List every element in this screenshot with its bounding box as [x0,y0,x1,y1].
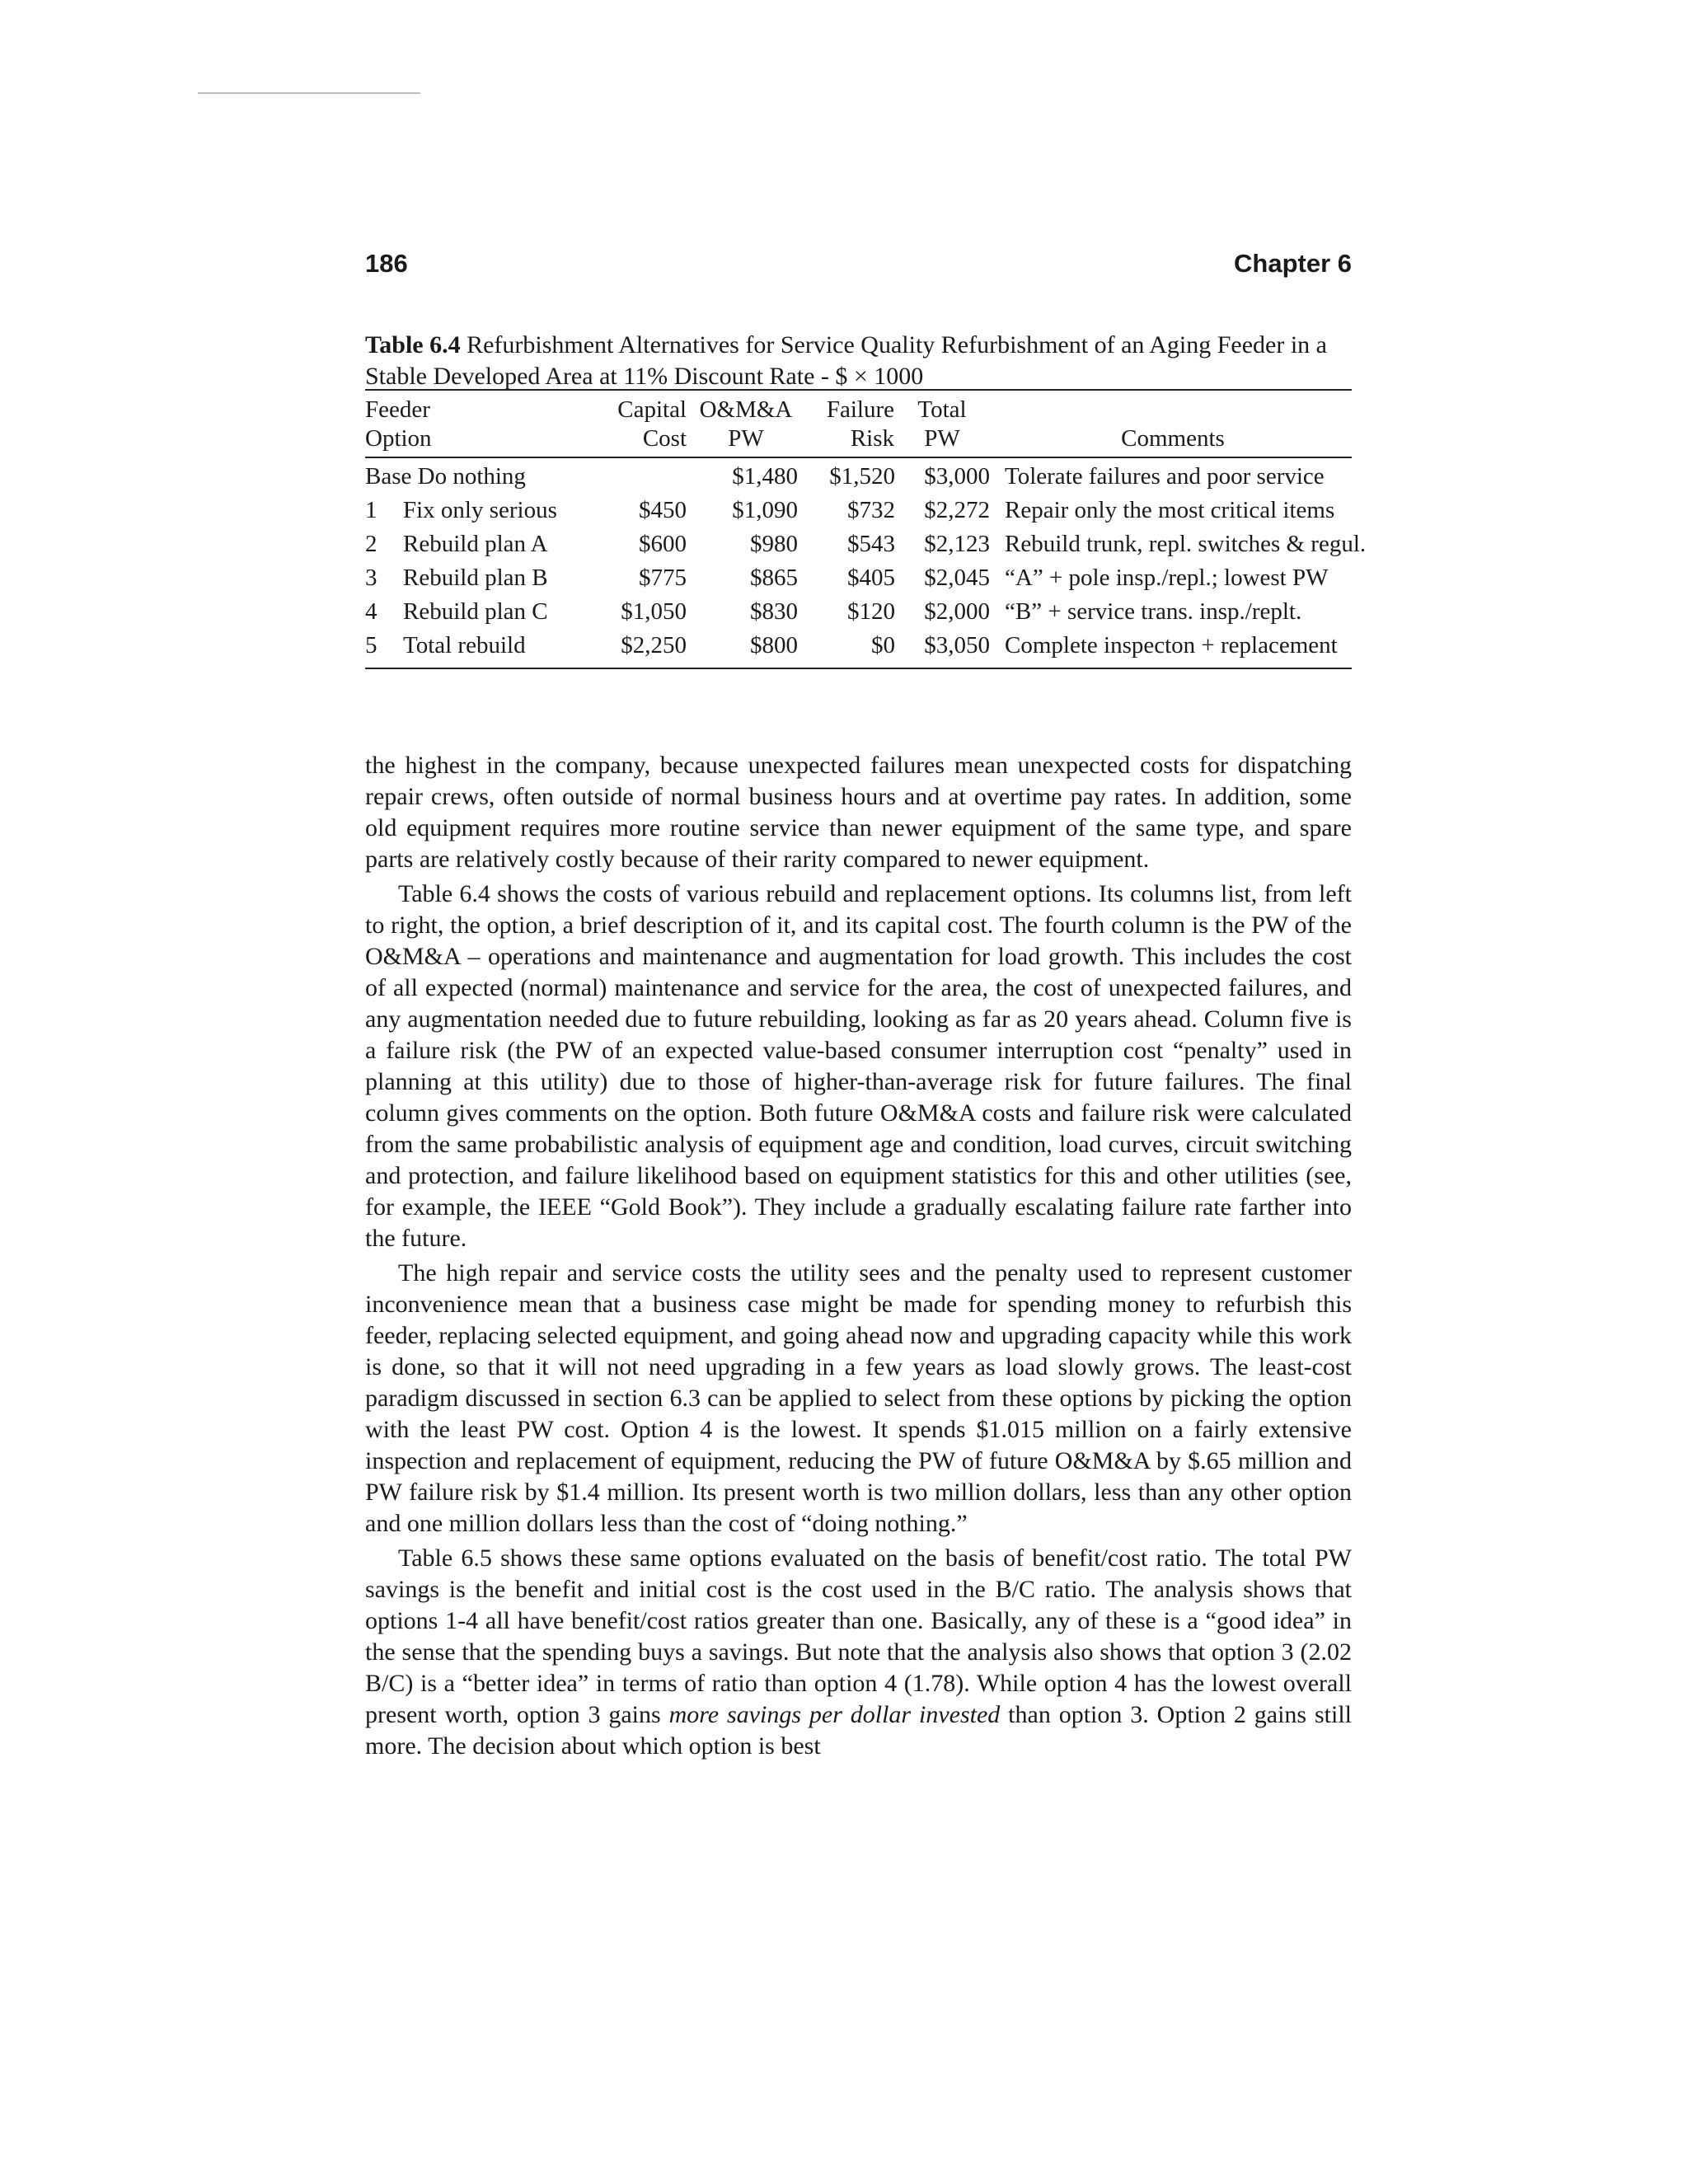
row-om: $800 [750,632,798,658]
paragraph-4-emphasis: more savings per dollar invested [668,1701,1001,1728]
row-comment: Complete inspecton + replacement [1005,632,1338,658]
row-comment: Tolerate failures and poor service [1005,463,1325,490]
header-feeder: Feeder [365,396,430,423]
row-capital: $600 [639,531,687,557]
row-number: 2 [365,531,377,557]
running-head [365,247,1352,280]
header-cost: Cost [642,425,687,452]
row-total: $2,000 [924,598,990,625]
row-capital: $2,250 [621,632,687,658]
paragraph-2: Table 6.4 shows the costs of various rebuild and replacement options. Its columns list, from left to right, the option, a brief description of it, and its capital cost. The fourth column is the PW of the O&M&A – operations and maintenance and augmentation for load growth. This includes the cost of all expected (normal) maintenance and service for the area, the cost of unexpected failures, and any augmentation needed due to future rebuilding, looking as far as 20 years ahead. Column five is a failure risk (the PW of an expected value-based consumer interruption cost “penalty” used in planning at this utility) due to those of higher-than-average risk for future failures. The final column gives comments on the option. Both future O&M&A costs and failure risk were calculated from the same probabilistic analysis of equipment age and condition, load curves, circuit switching and protection, and failure likelihood based on equipment statistics for this and other utilities (see, for example, the IEEE “Gold Book”). They include a gradually escalating failure rate farther into the future. [365,880,1352,1252]
top-decorative-rule [198,92,420,94]
paragraph-3: The high repair and service costs the utility sees and the penalty used to represent customer inconvenience mean that a business case might be made for spending money to refurbish this feeder, replacing selected equipment, and going ahead now and upgrading capacity while this work is done, so that it will not need upgrading in a few years as load slowly grows. The least-cost paradigm discussed in section 6.3 can be applied to select from these options by picking the option with the least PW cost. Option 4 is the lowest. It spends $1.015 million on a fairly extensive inspection and replacement of equipment, reducing the PW of future O&M&A by $.65 million and PW failure risk by $1.4 million. Its present worth is two million dollars, less than any other option and one million dollars less than the cost of “doing nothing.” [365,1259,1352,1537]
table-caption-label: Table 6.4 [365,331,461,359]
header-comments: Comments [1121,425,1225,452]
row-total: $2,045 [924,565,990,591]
header-risk: Risk [850,425,894,452]
row-comment: Repair only the most critical items [1005,497,1335,523]
table-row [365,492,1352,526]
row-option: Fix only serious [403,497,557,523]
table-caption [365,330,1352,392]
row-risk: $0 [871,632,895,658]
header-om: O&M&A [699,396,793,423]
header-capital: Capital [617,396,687,423]
row-number: 5 [365,632,377,658]
row-risk: $120 [847,598,895,625]
page-number: 186 [365,249,408,278]
row-total: $2,123 [924,531,990,557]
table-row [365,458,1352,492]
row-number: 4 [365,598,377,625]
row-capital: $1,050 [621,598,687,625]
header-total: Total [917,396,967,423]
table-row [365,593,1352,627]
row-option: Rebuild plan B [403,565,548,591]
row-option: Base Do nothing [365,463,526,490]
paragraph-4-text-c: than option 3. Option 2 gains still more. The decision about which option is best [365,1701,1352,1760]
table-row [365,627,1352,661]
table-caption-text: Refurbishment Alternatives for Service Quality Refurbishment of an Aging Feeder in a Stable Developed Area at 11% Discount Rate - $ × 1000 [365,331,1327,390]
row-comment: “A” + pole insp./repl.; lowest PW [1005,565,1329,591]
paragraph-4-text-a: Table 6.5 shows these same options evaluated on the basis of benefit/cost ratio. The total PW savings is the benefit and initial cost is the cost used in the B/C ratio. The analysis shows that options 1-4 all have benefit/cost ratios greater than one. Basically, any of these is a “good idea” in the sense that the spending buys a savings. But note that the analysis also shows that option 3 (2.02 B/C) is a “better idea” in terms of ratio than option 4 (1.78). While option 4 has the lowest overall present worth, option 3 gains [365,1544,1352,1728]
row-total: $3,000 [924,463,990,490]
table-header [365,391,1352,458]
paragraph-4 [365,1543,1352,1762]
row-capital: $450 [639,497,687,523]
header-option: Option [365,425,432,452]
row-om: $830 [750,598,798,625]
row-total: $3,050 [924,632,990,658]
chapter-title: Chapter 6 [1234,249,1352,278]
row-risk: $543 [847,531,895,557]
row-om: $1,090 [732,497,798,523]
header-om-pw: PW [728,425,764,452]
table-row [365,560,1352,593]
row-number: 3 [365,565,377,591]
row-om: $1,480 [732,463,798,490]
row-number: 1 [365,497,377,523]
body-text [365,750,1352,1762]
row-risk: $1,520 [829,463,895,490]
row-risk: $732 [847,497,895,523]
row-option: Rebuild plan A [403,531,548,557]
table-row [365,526,1367,560]
header-failure: Failure [826,396,894,423]
row-comment: Rebuild trunk, repl. switches & regul. [1005,531,1367,557]
row-om: $980 [750,531,798,557]
row-comment: “B” + service trans. insp./replt. [1005,598,1302,625]
row-option: Total rebuild [403,632,526,658]
refurbishment-table [365,389,1367,669]
table-body [365,458,1367,669]
paragraph-1: the highest in the company, because unexpected failures mean unexpected costs for dispatching repair crews, often outside of normal business hours and at overtime pay rates. In addition, some old equipment requires more routine service than newer equipment of the same type, and spare parts are relatively costly because of their rarity compared to newer equipment. [365,752,1352,873]
header-total-pw: PW [924,425,960,452]
row-om: $865 [750,565,798,591]
row-option: Rebuild plan C [403,598,548,625]
row-risk: $405 [847,565,895,591]
row-total: $2,272 [924,497,990,523]
row-capital: $775 [639,565,687,591]
